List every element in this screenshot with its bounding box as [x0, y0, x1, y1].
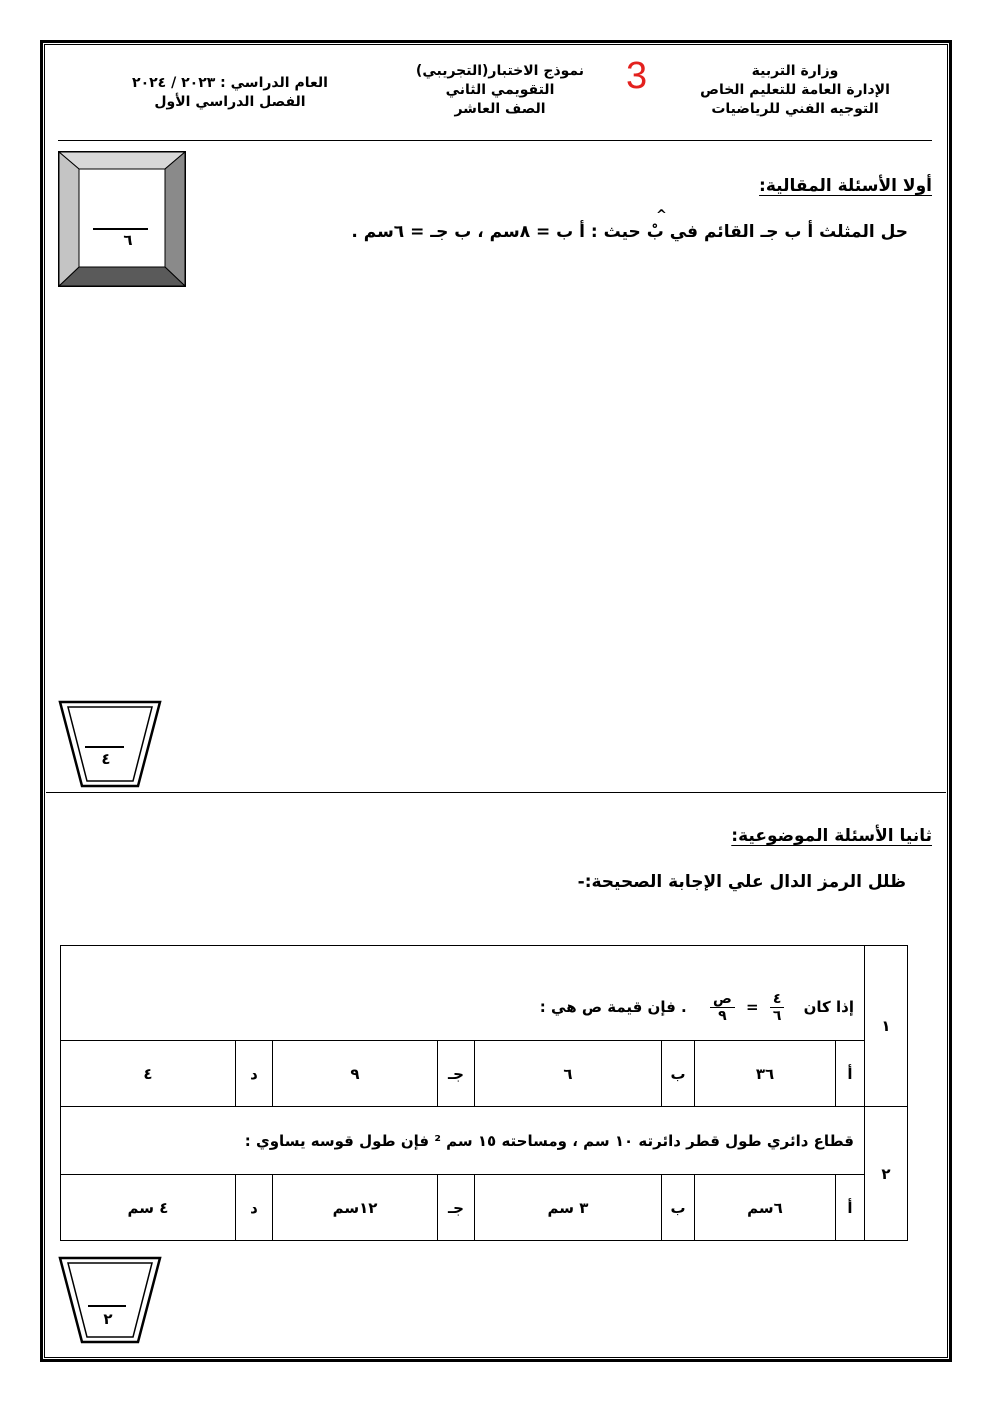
question-1-suffix: . فإن قيمة ص هي :: [539, 998, 687, 1016]
header-exam-line-1: نموذج الاختبار(التجريبي): [415, 63, 585, 79]
q1-option-d-letter[interactable]: د: [236, 1041, 273, 1107]
objective-score-value: ٢: [103, 1310, 113, 1328]
objective-section-title: ثانيا الأسئلة الموضوعية:: [731, 826, 932, 846]
q2-option-d-letter[interactable]: د: [236, 1175, 273, 1241]
model-number: 3: [626, 55, 648, 97]
header-ministry-line-3: التوجيه الفني للرياضيات: [711, 101, 879, 117]
header-rule: [58, 140, 932, 141]
q2-option-d-value: ٤ سم: [61, 1175, 236, 1241]
header-year-line-1: العام الدراسي : ٢٠٢٣ / ٢٠٢٤: [132, 75, 328, 91]
header-ministry: [665, 62, 925, 119]
header-exam-line-2: التقويمي الثاني: [445, 82, 555, 98]
fraction-right-denominator: ٩: [718, 1008, 727, 1024]
equals-sign: =: [746, 998, 759, 1016]
essay-section-title: أولا الأسئلة المقالية:: [759, 176, 932, 196]
header-exam-info: [400, 62, 600, 119]
bevel-frame-icon: [58, 151, 186, 287]
q2-option-b-value: ٣ سم: [475, 1175, 662, 1241]
q1-option-a-letter[interactable]: أ: [836, 1041, 865, 1107]
fraction-right: [710, 991, 735, 1024]
q2-option-b-letter[interactable]: ب: [662, 1175, 695, 1241]
objective-instruction: ظلل الرمز الدال علي الإجابة الصحيحة:-: [577, 872, 906, 892]
objective-score-box: [58, 1256, 162, 1344]
question-2-stem: قطاع دائري طول قطر دائرته ١٠ سم ، ومساحته ١٥ سم ² فإن طول قوسه يساوي :: [61, 1107, 865, 1175]
q2-option-c-letter[interactable]: جـ: [438, 1175, 475, 1241]
total-score-box: [58, 151, 186, 287]
fraction-left-numerator: ٤: [770, 991, 785, 1008]
q1-option-b-letter[interactable]: ب: [662, 1041, 695, 1107]
header-year-line-2: الفصل الدراسي الأول: [154, 94, 306, 110]
header-ministry-line-1: وزارة التربية: [751, 63, 839, 79]
question-number-2: ٢: [865, 1107, 908, 1241]
fraction-right-numerator: ص: [710, 991, 735, 1008]
trapezoid-frame-icon: [58, 1256, 162, 1344]
fraction-left-denominator: ٦: [772, 1008, 782, 1024]
q2-option-c-value: ١٢سم: [273, 1175, 438, 1241]
angle-hat-mark: ^: [656, 208, 667, 223]
header-exam-line-3: الصف العاشر: [454, 101, 546, 117]
q1-option-d-value: ٤: [61, 1041, 236, 1107]
q1-option-a-value: ٣٦: [695, 1041, 836, 1107]
q1-option-b-value: ٦: [475, 1041, 662, 1107]
essay-score-value: ٤: [101, 750, 111, 768]
essay-score-box: [58, 700, 162, 788]
trapezoid-frame-icon: [58, 700, 162, 788]
mcq-table: [60, 945, 908, 1241]
q1-option-c-value: ٩: [273, 1041, 438, 1107]
question-1-stem: [61, 946, 865, 1041]
question-1-prefix: إذا كان: [803, 998, 854, 1016]
q2-option-a-value: ٦سم: [695, 1175, 836, 1241]
header-year-info: [90, 74, 370, 112]
header-ministry-line-2: الإدارة العامة للتعليم الخاص: [700, 82, 890, 98]
section-divider: [46, 792, 946, 793]
question-number-1: ١: [865, 946, 908, 1107]
q1-option-c-letter[interactable]: جـ: [438, 1041, 475, 1107]
essay-question: حل المثلث أ ب جـ القائم في بْ حيث : أ ب = ٨سم ، ب جـ = ٦سم .: [351, 222, 908, 242]
q2-option-a-letter[interactable]: أ: [836, 1175, 865, 1241]
fraction-left: [770, 991, 785, 1024]
total-score-value: ٦: [123, 231, 133, 249]
